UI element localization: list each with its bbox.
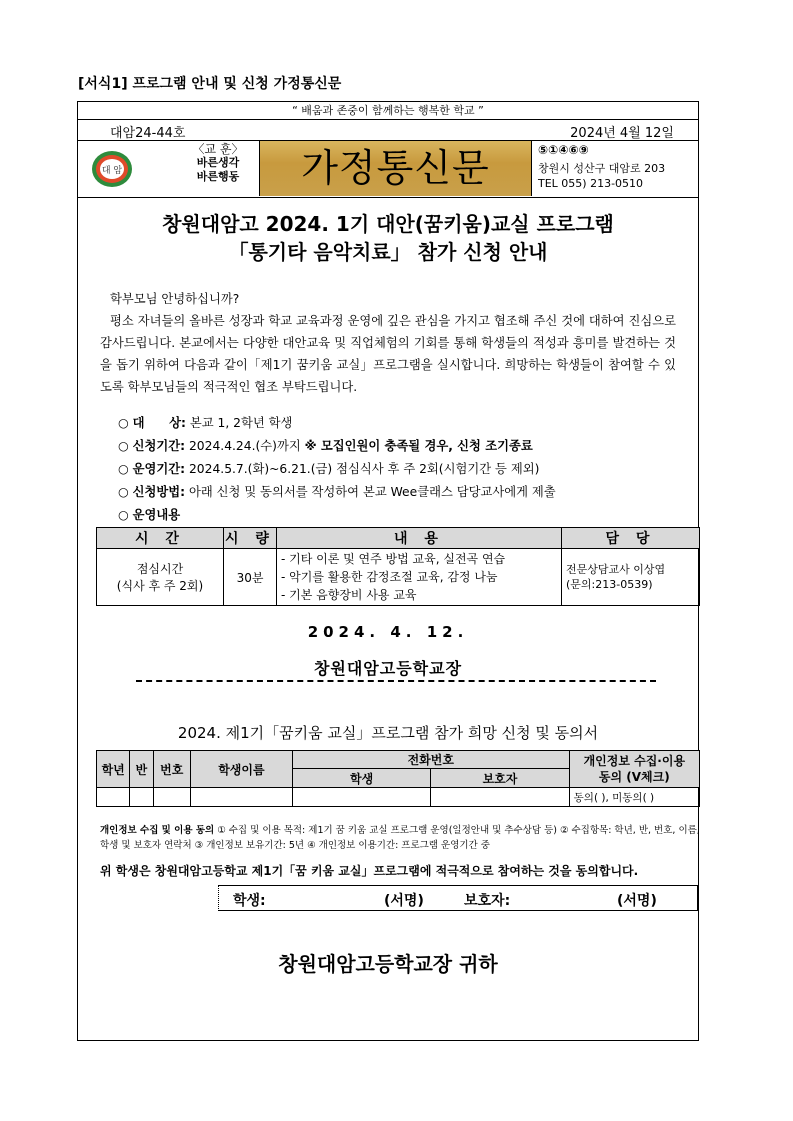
cut-line <box>136 680 656 682</box>
schedule-header-row <box>97 528 700 549</box>
class-input[interactable] <box>130 788 153 807</box>
student-signature-field[interactable]: (서명) <box>384 893 424 909</box>
issue-date: 2024. 4. 12. <box>307 623 469 641</box>
col-amount: 시 량 <box>224 528 277 549</box>
col-phone-guardian: 보호자 <box>431 769 569 788</box>
sign-guardian-label: 보호자: <box>464 893 511 909</box>
info-list <box>118 412 556 527</box>
doc-date: 2024년 4월 12일 <box>570 126 674 141</box>
doc-number: 대암24-44호 <box>110 126 186 141</box>
privacy-note <box>100 823 700 853</box>
student-phone-input[interactable] <box>292 788 430 807</box>
motto-line2: 바른행동 <box>196 170 240 183</box>
privacy-label: 개인정보 수집 및 이용 동의 <box>100 825 215 836</box>
col-name: 학생이름 <box>190 751 292 788</box>
time-cell: 점심시간 (식사 후 주 2회) <box>97 549 224 606</box>
doc-info-row <box>78 120 698 141</box>
col-content: 내 용 <box>277 528 562 549</box>
info-item-operation: ○ 운영기간: 2024.5.7.(화)~6.21.(금) 점심식사 후 주 2회(시험기간 등 제외) <box>118 462 540 476</box>
schedule-row <box>97 549 700 606</box>
motto-title: 〈교 훈〉 <box>192 142 244 156</box>
col-time: 시 간 <box>97 528 224 549</box>
letter-header <box>78 141 698 198</box>
motto-line1: 바른생각 <box>196 156 240 169</box>
school-motto <box>178 142 258 184</box>
col-class: 반 <box>130 751 153 788</box>
info-item-period: ○ 신청기간: 2024.4.24.(수)까지 ※ 모집인원이 충족될 경우, 신청 조기종료 <box>118 439 533 453</box>
application-row <box>97 788 700 807</box>
address-line: 창원시 성산구 대암로 203 <box>538 162 666 175</box>
col-grade: 학년 <box>97 751 130 788</box>
notice-frame <box>77 101 699 1041</box>
signature-box <box>218 885 698 911</box>
privacy-text: ① 수집 및 이용 목적: 제1기 꿈 키움 교실 프로그램 운영(일정안내 및 추수상담 등) ② 수집항목: 학년, 반, 번호, 이름, 학생 및 보호자 연락처 ③ 개인정보 보유기간: 5년 ④ 개인정보 이용기간: 프로그램 운영기간 중 <box>100 825 700 851</box>
col-phone-student: 학생 <box>292 769 430 788</box>
school-logo-icon <box>90 148 134 190</box>
notice-title <box>78 210 698 266</box>
info-item-content: ○ 운영내용 <box>118 508 181 522</box>
form-title: 2024. 제1기「꿈키움 교실」프로그램 참가 희망 신청 및 동의서 <box>177 724 599 742</box>
consent-checkbox-cell[interactable]: 동의( ), 미동의( ) <box>569 788 699 807</box>
info-item-method: ○ 신청방법: 아래 신청 및 동의서를 작성하여 본교 Wee클래스 담당교사에게 제출 <box>118 485 556 499</box>
school-address <box>538 161 665 191</box>
notice-body <box>100 288 676 398</box>
col-number: 번호 <box>153 751 190 788</box>
sign-student-label: 학생: <box>233 893 266 909</box>
newsletter-banner: 가정통신문 <box>259 141 532 196</box>
postal-code: ⑤①④⑥⑨ <box>538 143 589 157</box>
schedule-table <box>96 527 700 606</box>
greeting: 학부모님 안녕하십니까? <box>110 292 240 306</box>
number-input[interactable] <box>153 788 190 807</box>
guardian-signature-field[interactable]: (서명) <box>617 893 657 909</box>
content-cell: - 기타 이론 및 연주 방법 교육, 실전곡 연습 - 악기를 활용한 감정조절 교육, 감정 나눔 - 기본 음향장비 사용 교육 <box>277 549 562 606</box>
school-slogan: “ 배움과 존중이 함께하는 행복한 학교 ” <box>78 102 698 120</box>
body-text: 평소 자녀들의 올바른 성장과 학교 교육과정 운영에 깊은 관심을 가지고 협조해 주신 것에 대하여 진심으로 감사드립니다. 본교에서는 다양한 대안교육 및 직업체험의 기회를 통해 학생들의 적성과 흥미를 발견하는 것을 돕기 위하여 다음과 같이「제1기 꿈키움 교실」프로그램을 실시합니다. 희망하는 학생들이 참여할 수 있도록 학부모님들의 적극적인 협조 부탁드립니다. <box>100 314 676 394</box>
info-item-target: ○ 대 상: 본교 1, 2학년 학생 <box>118 416 293 430</box>
form-label: [서식1] 프로그램 안내 및 신청 가정통신문 <box>78 76 342 92</box>
guardian-phone-input[interactable] <box>431 788 569 807</box>
addressee: 창원대암고등학교장 귀하 <box>278 952 498 976</box>
student-name-input[interactable] <box>190 788 292 807</box>
col-privacy: 개인정보 수집·이용 동의 (V체크) <box>569 751 699 788</box>
logo-text: 대 암 <box>101 166 123 176</box>
grade-input[interactable] <box>97 788 130 807</box>
staff-cell: 전문상담교사 이상엽 (문의:213-0539) <box>562 549 700 606</box>
application-table <box>96 750 700 807</box>
consent-statement: 위 학생은 창원대암고등학교 제1기「꿈 키움 교실」프로그램에 적극적으로 참여하는 것을 동의합니다. <box>100 864 639 878</box>
amount-cell: 30분 <box>224 549 277 606</box>
tel-line: TEL 055) 213-0510 <box>538 177 644 190</box>
title-line1: 창원대암고 2024. 1기 대안(꿈키움)교실 프로그램 <box>162 212 614 236</box>
col-phone: 전화번호 <box>292 751 569 769</box>
title-line2: 「통기타 음악치료」 참가 신청 안내 <box>228 240 548 264</box>
issuer: 창원대암고등학교장 <box>313 659 463 678</box>
col-staff: 담 당 <box>562 528 700 549</box>
